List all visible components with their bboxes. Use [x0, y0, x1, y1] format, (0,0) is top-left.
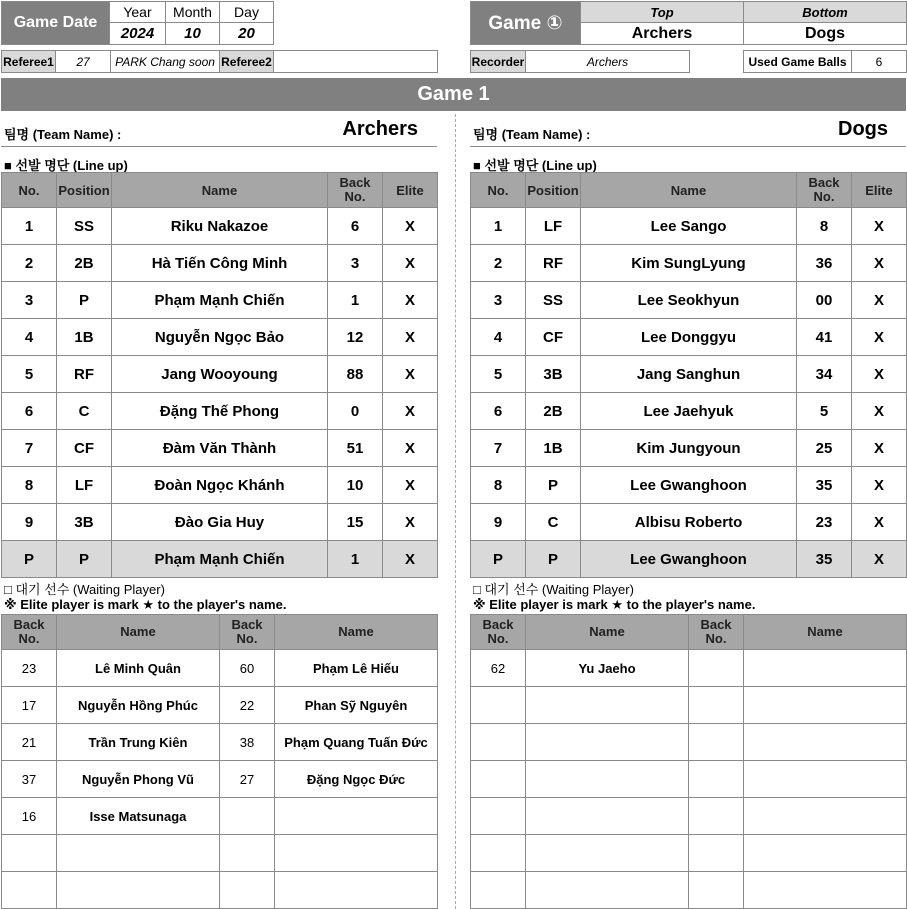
elite-mark: X — [852, 282, 907, 319]
waiting-back-number — [689, 761, 744, 798]
col-name-header: Name — [526, 615, 689, 650]
waiting-row — [2, 687, 438, 724]
player-name: Nguyễn Ngọc Bảo — [112, 319, 328, 356]
right-waiting-table — [470, 614, 907, 909]
batting-order: 9 — [471, 504, 526, 541]
waiting-row — [2, 761, 438, 798]
position: C — [526, 504, 581, 541]
player-name: Hà Tiến Công Minh — [112, 245, 328, 282]
day-label: Day — [220, 2, 274, 23]
game-teams-table — [470, 1, 907, 45]
batting-order: 5 — [471, 356, 526, 393]
lineup-row — [471, 393, 907, 430]
player-name: Lee Seokhyun — [581, 282, 797, 319]
col-elite-header: Elite — [852, 173, 907, 208]
left-team-name: Archers — [342, 118, 418, 140]
referee-table — [1, 50, 438, 73]
elite-mark: X — [383, 356, 438, 393]
waiting-player-name: Yu Jaeho — [526, 650, 689, 687]
lineup-row — [2, 319, 438, 356]
top-label: Top — [581, 2, 744, 23]
position: P — [57, 282, 112, 319]
batting-order: 4 — [2, 319, 57, 356]
batting-order: 4 — [471, 319, 526, 356]
elite-mark: X — [383, 541, 438, 578]
back-number: 35 — [797, 467, 852, 504]
back-header-line2: No. — [344, 189, 366, 204]
month-value: 10 — [166, 23, 220, 45]
position: P — [57, 541, 112, 578]
left-team-underline — [1, 146, 437, 147]
player-name: Jang Wooyoung — [112, 356, 328, 393]
waiting-player-name: Đặng Ngọc Đức — [275, 761, 438, 798]
back-header-line1: Back — [231, 617, 263, 632]
waiting-player-name — [526, 798, 689, 835]
waiting-player-name — [275, 798, 438, 835]
batting-order: 6 — [471, 393, 526, 430]
right-team-name-label: 팀명 (Team Name) : — [473, 127, 591, 142]
position: LF — [57, 467, 112, 504]
right-team-name: Dogs — [838, 118, 888, 140]
batting-order: 9 — [2, 504, 57, 541]
waiting-back-number — [689, 835, 744, 872]
waiting-back-number — [220, 835, 275, 872]
batting-order: 6 — [2, 393, 57, 430]
recorder-label: Recorder — [471, 51, 526, 73]
back-number: 1 — [328, 541, 383, 578]
right-elite-note: ※ Elite player is mark ★ to the player's name. — [473, 597, 756, 612]
batting-order: 7 — [2, 430, 57, 467]
waiting-player-name — [744, 687, 907, 724]
month-label: Month — [166, 2, 220, 23]
player-name: Lee Jaehyuk — [581, 393, 797, 430]
col-elite-header: Elite — [383, 173, 438, 208]
waiting-row — [2, 798, 438, 835]
player-name: Kim Jungyoun — [581, 430, 797, 467]
waiting-player-name — [526, 835, 689, 872]
referee2-value — [274, 51, 438, 73]
used-balls-value: 6 — [852, 51, 907, 73]
lineup-row — [2, 467, 438, 504]
game-balls-table — [743, 50, 907, 73]
waiting-player-name: Nguyễn Hồng Phúc — [57, 687, 220, 724]
elite-mark: X — [383, 319, 438, 356]
referee1-name: PARK Chang soon — [111, 51, 220, 73]
waiting-back-number — [689, 650, 744, 687]
col-name-header: Name — [275, 615, 438, 650]
waiting-back-number: 38 — [220, 724, 275, 761]
waiting-row — [471, 687, 907, 724]
player-name: Kim SungLyung — [581, 245, 797, 282]
back-number: 23 — [797, 504, 852, 541]
position: LF — [526, 208, 581, 245]
waiting-player-name — [57, 835, 220, 872]
player-name: Albisu Roberto — [581, 504, 797, 541]
position: RF — [57, 356, 112, 393]
elite-mark: X — [852, 467, 907, 504]
left-waiting-label: □ 대기 선수 (Waiting Player) — [4, 582, 165, 597]
waiting-player-name — [526, 872, 689, 909]
col-back-no-header — [797, 173, 852, 208]
position: CF — [526, 319, 581, 356]
back-number: 00 — [797, 282, 852, 319]
player-name: Đặng Thế Phong — [112, 393, 328, 430]
back-number: 3 — [328, 245, 383, 282]
referee1-label: Referee1 — [2, 51, 56, 73]
waiting-player-name — [744, 872, 907, 909]
left-lineup-label: ■ 선발 명단 (Line up) — [4, 158, 128, 173]
elite-mark: X — [852, 208, 907, 245]
position: SS — [526, 282, 581, 319]
position: CF — [57, 430, 112, 467]
back-number: 5 — [797, 393, 852, 430]
lineup-row — [2, 282, 438, 319]
col-back-no-header — [471, 615, 526, 650]
elite-mark: X — [383, 282, 438, 319]
lineup-row — [2, 245, 438, 282]
waiting-row — [2, 650, 438, 687]
right-lineup-label: ■ 선발 명단 (Line up) — [473, 158, 597, 173]
referee2-label: Referee2 — [220, 51, 274, 73]
waiting-player-name — [275, 872, 438, 909]
back-number: 34 — [797, 356, 852, 393]
waiting-back-number — [471, 724, 526, 761]
lineup-row — [471, 541, 907, 578]
lineup-row — [2, 208, 438, 245]
waiting-back-number: 23 — [2, 650, 57, 687]
position: 1B — [526, 430, 581, 467]
waiting-row — [2, 724, 438, 761]
waiting-back-number — [689, 798, 744, 835]
right-waiting-label: □ 대기 선수 (Waiting Player) — [473, 582, 634, 597]
waiting-row — [471, 872, 907, 909]
lineup-row — [471, 282, 907, 319]
elite-mark: X — [383, 208, 438, 245]
batting-order: 2 — [471, 245, 526, 282]
waiting-player-name: Nguyễn Phong Vũ — [57, 761, 220, 798]
game-title: Game 1 — [1, 78, 906, 111]
lineup-row — [471, 356, 907, 393]
col-name-header: Name — [581, 173, 797, 208]
waiting-back-number — [689, 687, 744, 724]
elite-mark: X — [852, 245, 907, 282]
elite-mark: X — [383, 430, 438, 467]
lineup-row — [471, 430, 907, 467]
back-number: 51 — [328, 430, 383, 467]
waiting-player-name: Phạm Quang Tuấn Đức — [275, 724, 438, 761]
batting-order: 7 — [471, 430, 526, 467]
waiting-back-number — [689, 872, 744, 909]
game-date-label: Game Date — [2, 2, 110, 45]
waiting-back-number — [471, 872, 526, 909]
waiting-row — [471, 650, 907, 687]
used-balls-label: Used Game Balls — [744, 51, 852, 73]
back-header-line1: Back — [700, 617, 732, 632]
elite-mark: X — [383, 245, 438, 282]
col-back-no-header — [328, 173, 383, 208]
recorder-table — [470, 50, 690, 73]
bottom-label: Bottom — [744, 2, 907, 23]
waiting-back-number — [471, 798, 526, 835]
year-value: 2024 — [110, 23, 166, 45]
col-position-header: Position — [526, 173, 581, 208]
player-name: Đàm Văn Thành — [112, 430, 328, 467]
elite-mark: X — [383, 467, 438, 504]
lineup-row — [2, 504, 438, 541]
waiting-back-number — [471, 761, 526, 798]
elite-mark: X — [383, 393, 438, 430]
col-back-no-header — [689, 615, 744, 650]
player-name: Lee Gwanghoon — [581, 541, 797, 578]
waiting-row — [2, 835, 438, 872]
waiting-back-number — [471, 687, 526, 724]
player-name: Đoàn Ngọc Khánh — [112, 467, 328, 504]
position: RF — [526, 245, 581, 282]
referee1-number: 27 — [56, 51, 111, 73]
waiting-back-number: 62 — [471, 650, 526, 687]
lineup-row — [471, 319, 907, 356]
waiting-row — [471, 761, 907, 798]
back-number: 41 — [797, 319, 852, 356]
col-name-header: Name — [112, 173, 328, 208]
col-name-header: Name — [744, 615, 907, 650]
elite-mark: X — [852, 319, 907, 356]
back-number: 12 — [328, 319, 383, 356]
waiting-player-name: Isse Matsunaga — [57, 798, 220, 835]
position: 3B — [57, 504, 112, 541]
back-header-line1: Back — [482, 617, 514, 632]
right-lineup-table — [470, 172, 907, 578]
waiting-player-name: Phan Sỹ Nguyên — [275, 687, 438, 724]
waiting-back-number: 16 — [2, 798, 57, 835]
elite-mark: X — [852, 393, 907, 430]
day-value: 20 — [220, 23, 274, 45]
lineup-row — [2, 541, 438, 578]
waiting-player-name — [275, 835, 438, 872]
waiting-player-name: Phạm Lê Hiếu — [275, 650, 438, 687]
waiting-row — [2, 872, 438, 909]
col-name-header: Name — [57, 615, 220, 650]
back-header-line1: Back — [339, 175, 371, 190]
elite-mark: X — [852, 504, 907, 541]
waiting-back-number — [471, 835, 526, 872]
lineup-row — [471, 467, 907, 504]
waiting-player-name — [526, 724, 689, 761]
recorder-value: Archers — [526, 51, 690, 73]
elite-mark: X — [383, 504, 438, 541]
back-header-line1: Back — [13, 617, 45, 632]
back-number: 25 — [797, 430, 852, 467]
waiting-player-name: Trần Trung Kiên — [57, 724, 220, 761]
position: P — [526, 541, 581, 578]
waiting-player-name — [744, 650, 907, 687]
col-position-header: Position — [57, 173, 112, 208]
elite-mark: X — [852, 356, 907, 393]
waiting-player-name — [526, 687, 689, 724]
waiting-back-number — [220, 872, 275, 909]
back-header-line2: No. — [705, 631, 727, 646]
position: 1B — [57, 319, 112, 356]
back-number: 10 — [328, 467, 383, 504]
waiting-back-number: 21 — [2, 724, 57, 761]
lineup-row — [2, 356, 438, 393]
elite-mark: X — [852, 430, 907, 467]
waiting-player-name — [744, 835, 907, 872]
right-team-underline — [470, 146, 906, 147]
player-name: Phạm Mạnh Chiến — [112, 541, 328, 578]
year-label: Year — [110, 2, 166, 23]
batting-order: 3 — [471, 282, 526, 319]
position: 2B — [526, 393, 581, 430]
waiting-back-number: 22 — [220, 687, 275, 724]
waiting-player-name — [744, 761, 907, 798]
left-waiting-table — [1, 614, 438, 909]
position: 3B — [526, 356, 581, 393]
position: 2B — [57, 245, 112, 282]
player-name: Lee Donggyu — [581, 319, 797, 356]
left-elite-note: ※ Elite player is mark ★ to the player's name. — [4, 597, 287, 612]
waiting-player-name — [744, 724, 907, 761]
position: P — [526, 467, 581, 504]
player-name: Lee Gwanghoon — [581, 467, 797, 504]
position: SS — [57, 208, 112, 245]
back-number: 0 — [328, 393, 383, 430]
waiting-back-number — [220, 798, 275, 835]
lineup-row — [471, 504, 907, 541]
back-header-line2: No. — [18, 631, 40, 646]
back-header-line1: Back — [808, 175, 840, 190]
batting-order: 8 — [471, 467, 526, 504]
bottom-team: Dogs — [744, 23, 907, 45]
waiting-back-number: 27 — [220, 761, 275, 798]
back-number: 88 — [328, 356, 383, 393]
position: C — [57, 393, 112, 430]
back-header-line2: No. — [487, 631, 509, 646]
game-number-label: Game ① — [471, 2, 581, 45]
waiting-back-number — [2, 872, 57, 909]
lineup-row — [2, 393, 438, 430]
waiting-back-number — [2, 835, 57, 872]
col-back-no-header — [220, 615, 275, 650]
col-no-header: No. — [2, 173, 57, 208]
lineup-row — [2, 430, 438, 467]
batting-order: P — [2, 541, 57, 578]
player-name: Đào Gia Huy — [112, 504, 328, 541]
lineup-row — [471, 245, 907, 282]
game-date-table — [1, 1, 274, 45]
waiting-player-name: Lê Minh Quân — [57, 650, 220, 687]
waiting-row — [471, 835, 907, 872]
back-number: 8 — [797, 208, 852, 245]
col-back-no-header — [2, 615, 57, 650]
batting-order: P — [471, 541, 526, 578]
waiting-back-number: 37 — [2, 761, 57, 798]
player-name: Lee Sango — [581, 208, 797, 245]
back-number: 6 — [328, 208, 383, 245]
lineup-row — [471, 208, 907, 245]
waiting-player-name — [526, 761, 689, 798]
batting-order: 3 — [2, 282, 57, 319]
batting-order: 2 — [2, 245, 57, 282]
player-name: Jang Sanghun — [581, 356, 797, 393]
player-name: Phạm Mạnh Chiến — [112, 282, 328, 319]
col-no-header: No. — [471, 173, 526, 208]
batting-order: 1 — [2, 208, 57, 245]
back-number: 35 — [797, 541, 852, 578]
center-divider — [455, 114, 456, 909]
batting-order: 1 — [471, 208, 526, 245]
waiting-back-number: 60 — [220, 650, 275, 687]
waiting-player-name — [57, 872, 220, 909]
batting-order: 5 — [2, 356, 57, 393]
back-header-line2: No. — [236, 631, 258, 646]
back-number: 36 — [797, 245, 852, 282]
back-header-line2: No. — [813, 189, 835, 204]
back-number: 1 — [328, 282, 383, 319]
waiting-row — [471, 798, 907, 835]
left-lineup-table — [1, 172, 438, 578]
waiting-player-name — [744, 798, 907, 835]
top-team: Archers — [581, 23, 744, 45]
elite-mark: X — [852, 541, 907, 578]
back-number: 15 — [328, 504, 383, 541]
waiting-back-number — [689, 724, 744, 761]
batting-order: 8 — [2, 467, 57, 504]
waiting-back-number: 17 — [2, 687, 57, 724]
waiting-row — [471, 724, 907, 761]
left-team-name-label: 팀명 (Team Name) : — [4, 127, 122, 142]
player-name: Riku Nakazoe — [112, 208, 328, 245]
